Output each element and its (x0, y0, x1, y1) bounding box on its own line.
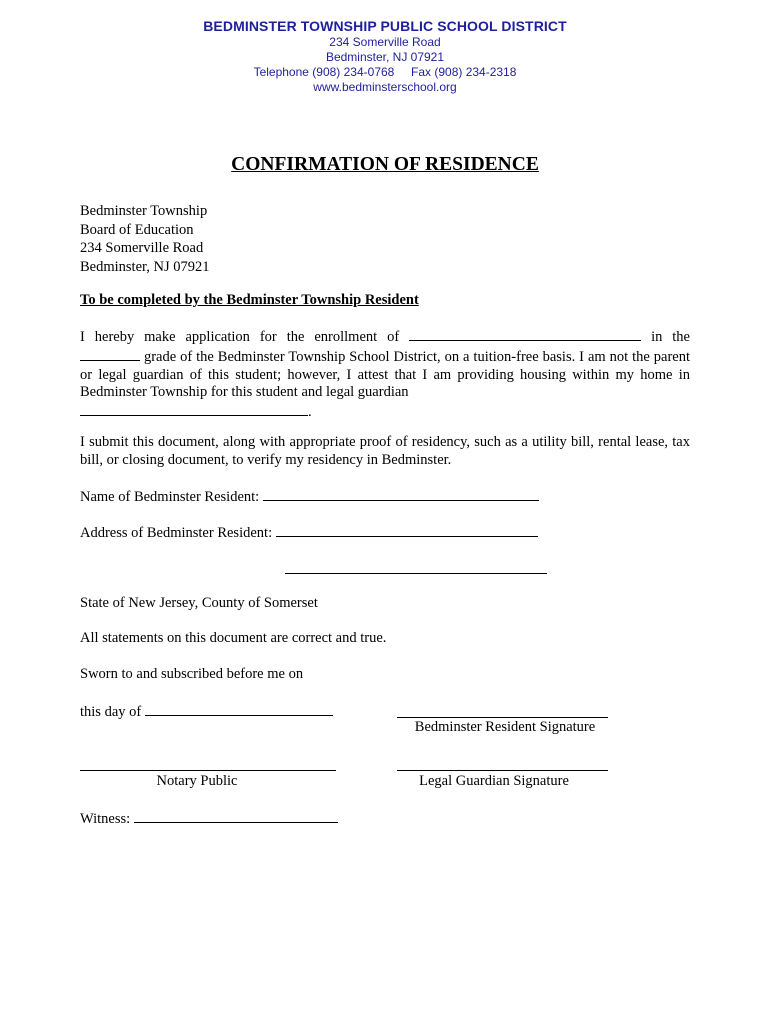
recipient-line-3: 234 Somerville Road (80, 240, 204, 256)
resident-address-field-2[interactable] (285, 573, 547, 574)
sworn-text: Sworn to and subscribed before me on (80, 666, 304, 682)
section-heading: To be completed by the Bedminster Township Resident (80, 292, 419, 308)
resident-name-row (80, 487, 539, 506)
resident-address-row (80, 523, 538, 542)
application-paragraph (80, 327, 690, 422)
district-city: Bedminster, NJ 07921 (325, 50, 445, 64)
witness-label: Witness: (80, 811, 131, 827)
application-text-3: grade of the Bedminster Township School District, on a tuition-free basis. I am not the parent or legal guardian of this student; however, I attest that I am providing housing within my home in Bedminster Township for this student and legal guardian (80, 348, 690, 401)
notary-signature-line[interactable] (80, 770, 336, 771)
application-text-2: in the (651, 329, 690, 345)
resident-signature-line[interactable] (397, 717, 608, 718)
resident-address-label: Address of Bedminster Resident: (80, 525, 273, 541)
resident-signature-label: Bedminster Resident Signature (414, 719, 596, 735)
witness-row (80, 809, 338, 828)
district-street: 234 Somerville Road (329, 35, 441, 49)
submit-paragraph: I submit this document, along with appropriate proof of residency, such as a utility bill, rental lease, tax bill, or closing document, to verify my residency in Bedminster. (80, 434, 690, 468)
recipient-address (80, 202, 210, 276)
day-of-field[interactable] (145, 702, 333, 716)
document-title: CONFIRMATION OF RESIDENCE (231, 154, 539, 175)
resident-name-label: Name of Bedminster Resident: (80, 489, 260, 505)
notary-label: Notary Public (156, 773, 238, 789)
application-text-1: I hereby make application for the enrollment of (80, 329, 400, 345)
recipient-line-4: Bedminster, NJ 07921 (80, 258, 210, 275)
district-name: BEDMINSTER TOWNSHIP PUBLIC SCHOOL DISTRICT (203, 18, 567, 34)
student-name-blank[interactable] (409, 327, 641, 341)
grade-blank[interactable] (80, 347, 140, 361)
resident-address-field-1[interactable] (276, 523, 538, 537)
recipient-line-1: Bedminster Township (80, 203, 208, 219)
resident-name-field[interactable] (263, 487, 539, 501)
day-of-label: this day of (80, 704, 142, 720)
witness-field[interactable] (134, 809, 338, 823)
guardian-signature-label: Legal Guardian Signature (419, 773, 569, 789)
guardian-name-blank[interactable] (80, 402, 308, 416)
recipient-line-2: Board of Education (80, 221, 194, 238)
district-phone-fax: Telephone (908) 234-0768 Fax (908) 234-2318 (253, 65, 517, 79)
application-text-4: . (308, 404, 312, 421)
letterhead (0, 17, 770, 95)
state-county: State of New Jersey, County of Somerset (80, 595, 318, 611)
district-website: www.bedminsterschool.org (313, 80, 457, 94)
guardian-signature-line[interactable] (397, 770, 608, 771)
day-of-row (80, 702, 333, 721)
statements-correct: All statements on this document are correct and true. (80, 630, 387, 646)
